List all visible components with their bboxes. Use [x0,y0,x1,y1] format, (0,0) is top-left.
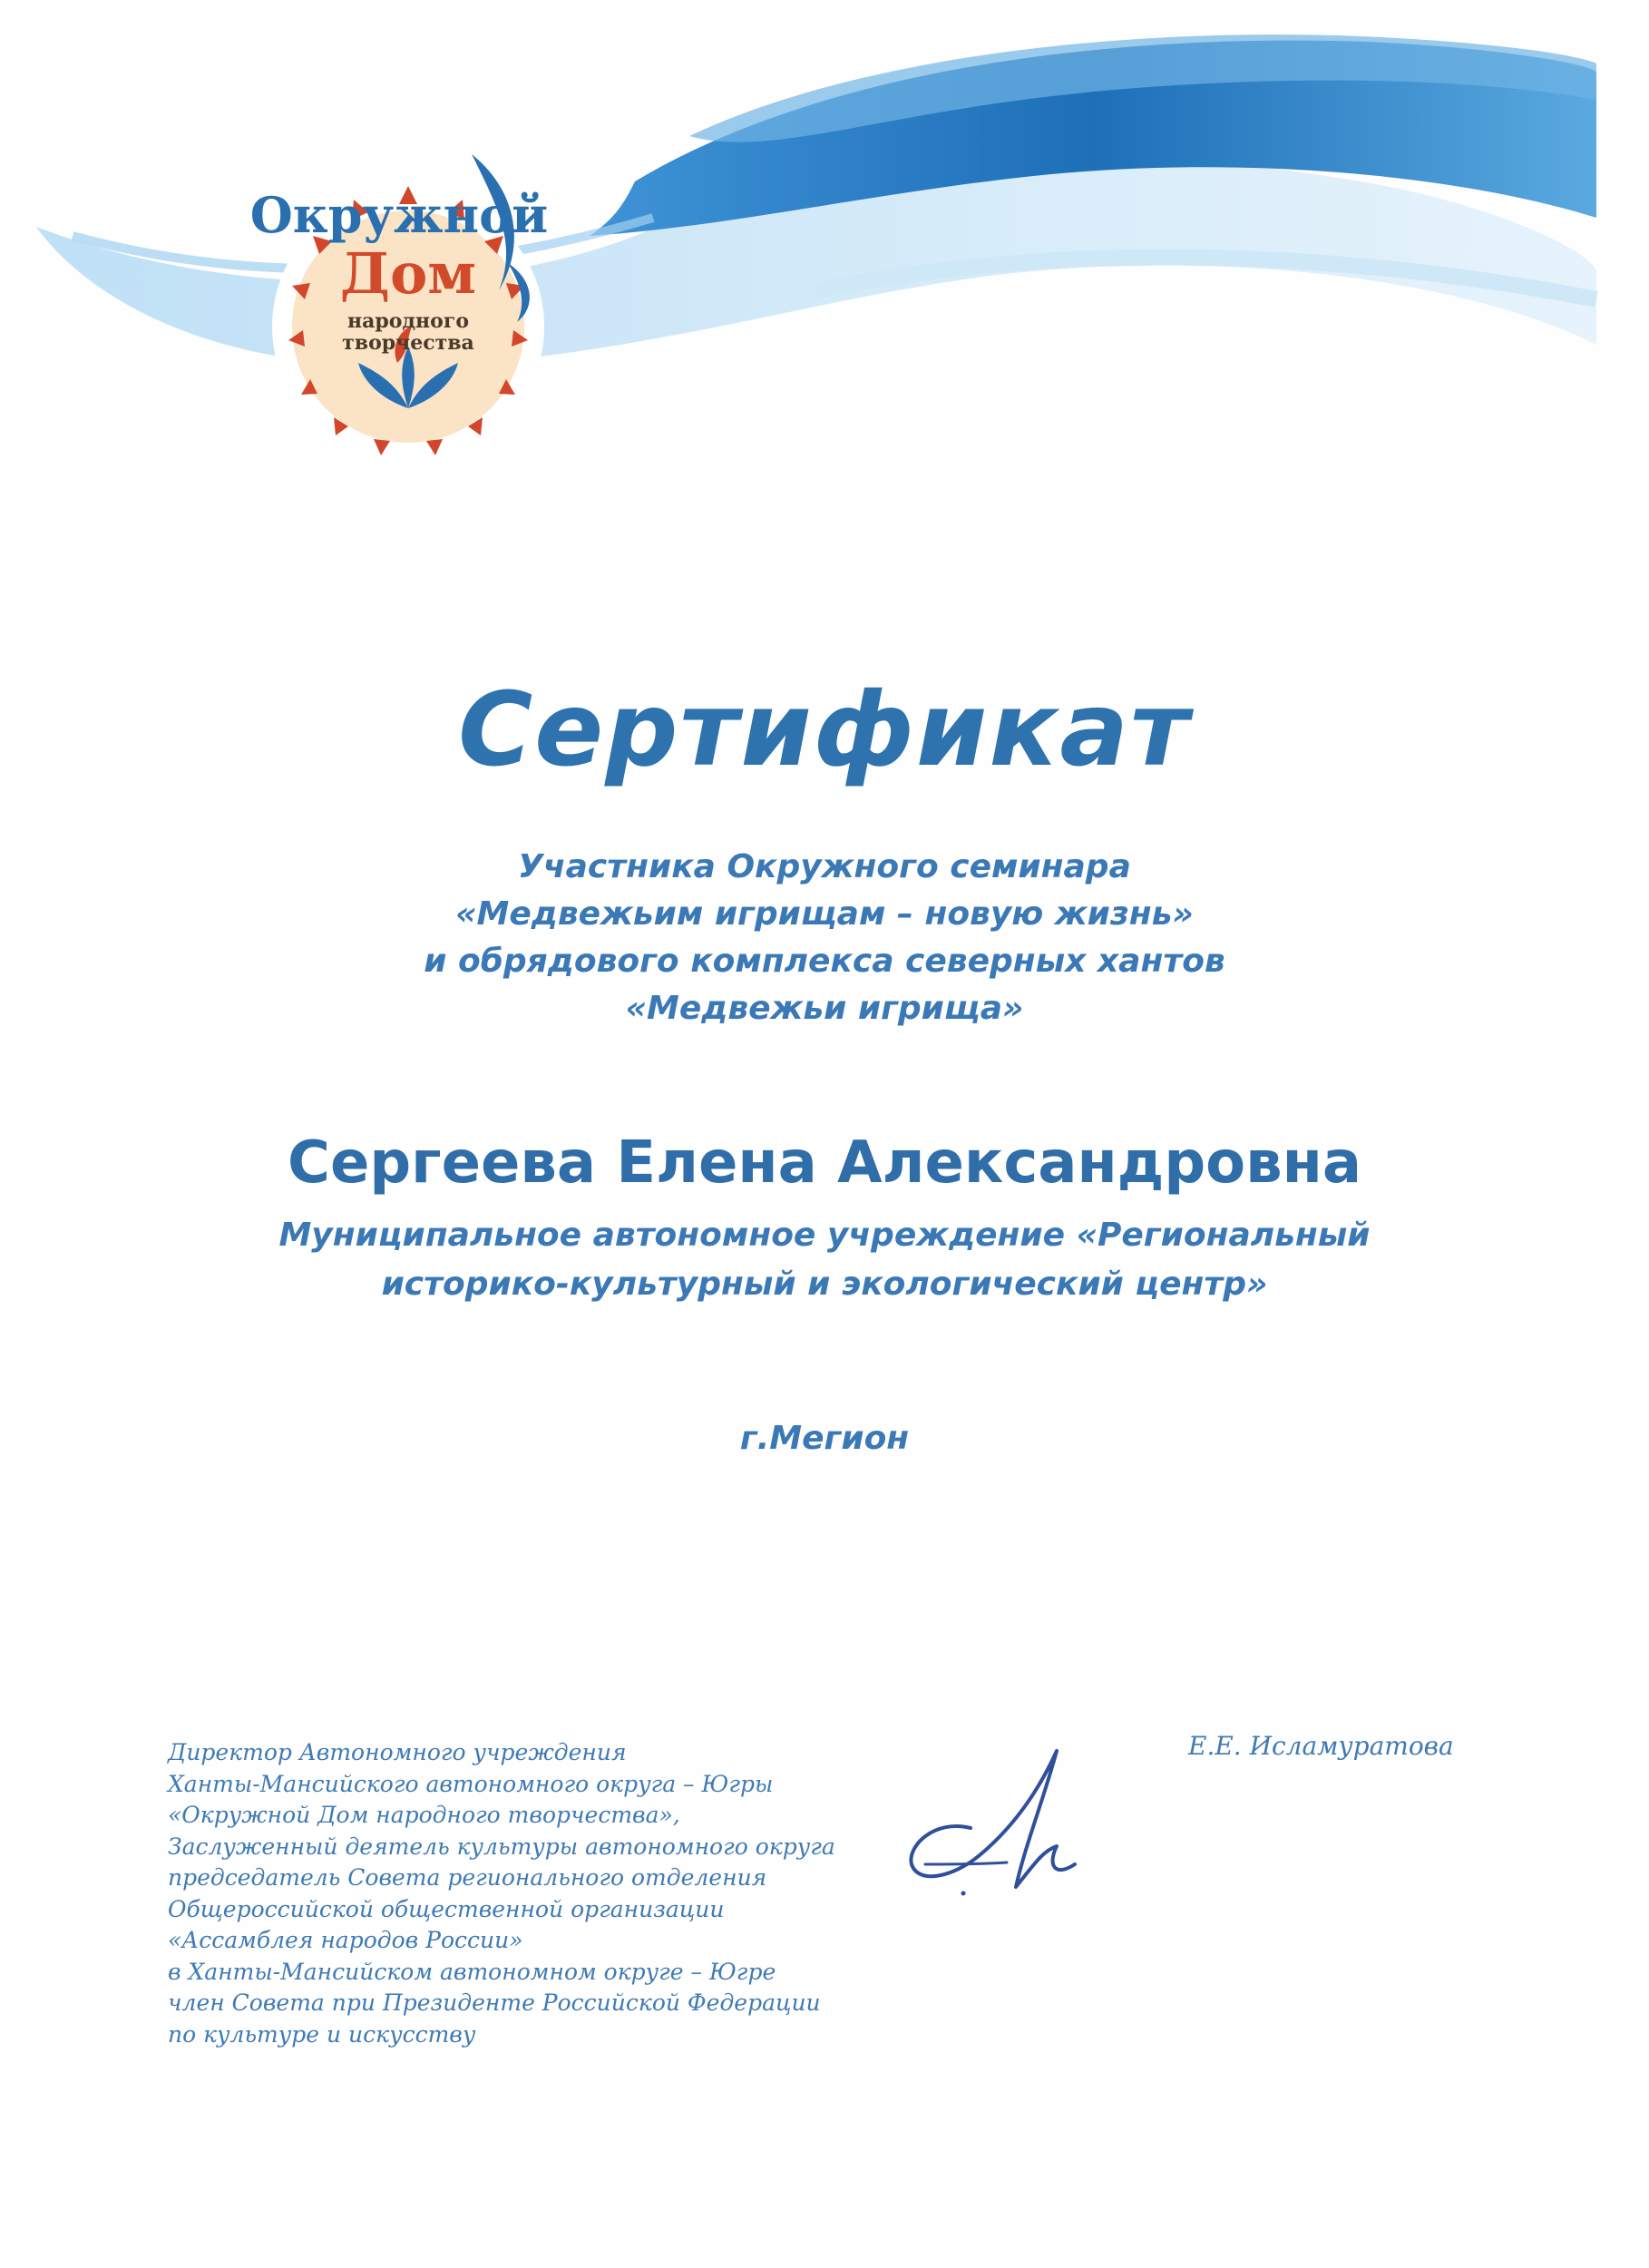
subtitle-line: и обрядового комплекса северных хантов [424,943,1225,980]
signatory-line: председатель Совета регионального отделения [168,1864,767,1891]
signatory-line: член Совета при Президенте Российской Федерации [168,1989,821,2016]
signatory-line: Общероссийской общественной организации [168,1895,725,1922]
organization-line: Муниципальное автономное учреждение «Региональный [278,1217,1371,1254]
logo-line-okruzhnoy: Окружной [249,186,549,244]
logo-line-narodnogo: народного [346,309,469,333]
signatory-position [168,1737,912,2050]
certificate-subtitle [0,844,1649,1032]
certificate-title: Сертификат [458,671,1191,789]
logo-line-dom: Дом [339,240,477,307]
signatory-line: в Ханты-Мансийском автономном округе – Югре [168,1958,776,1985]
recipient-city: г.Мегион [739,1420,910,1457]
subtitle-line: «Медвежьим игрищам – новую жизнь» [455,895,1194,933]
signatory-line: Директор Автономного учреждения [168,1739,627,1765]
logo-line-narodnogo-tvorchestva [308,310,508,354]
recipient-organization [0,1211,1649,1309]
organization-logo [245,136,571,481]
signatory-line: Заслуженный деятель культуры автономного округа [168,1833,835,1860]
signatory-line: «Ассамблея народов России» [168,1927,523,1953]
signatory-name: Е.Е. Исламуратова [1188,1731,1454,1761]
subtitle-line: «Медвежьи игрища» [625,990,1024,1027]
signatory-line: «Окружной Дом народного творчества», [168,1802,680,1828]
signatory-line: Ханты-Мансийского автономного округа – Югры [168,1770,774,1797]
organization-line: историко-культурный и экологический центр» [381,1266,1268,1303]
signatory-line: по культуре и искусству [168,2020,476,2048]
logo-line-tvorchestva: творчества [342,331,474,355]
recipient-name: Сергеева Елена Александровна [287,1129,1362,1197]
handwritten-signature [898,1728,1134,1910]
subtitle-line: Участника Окружного семинара [518,848,1131,885]
